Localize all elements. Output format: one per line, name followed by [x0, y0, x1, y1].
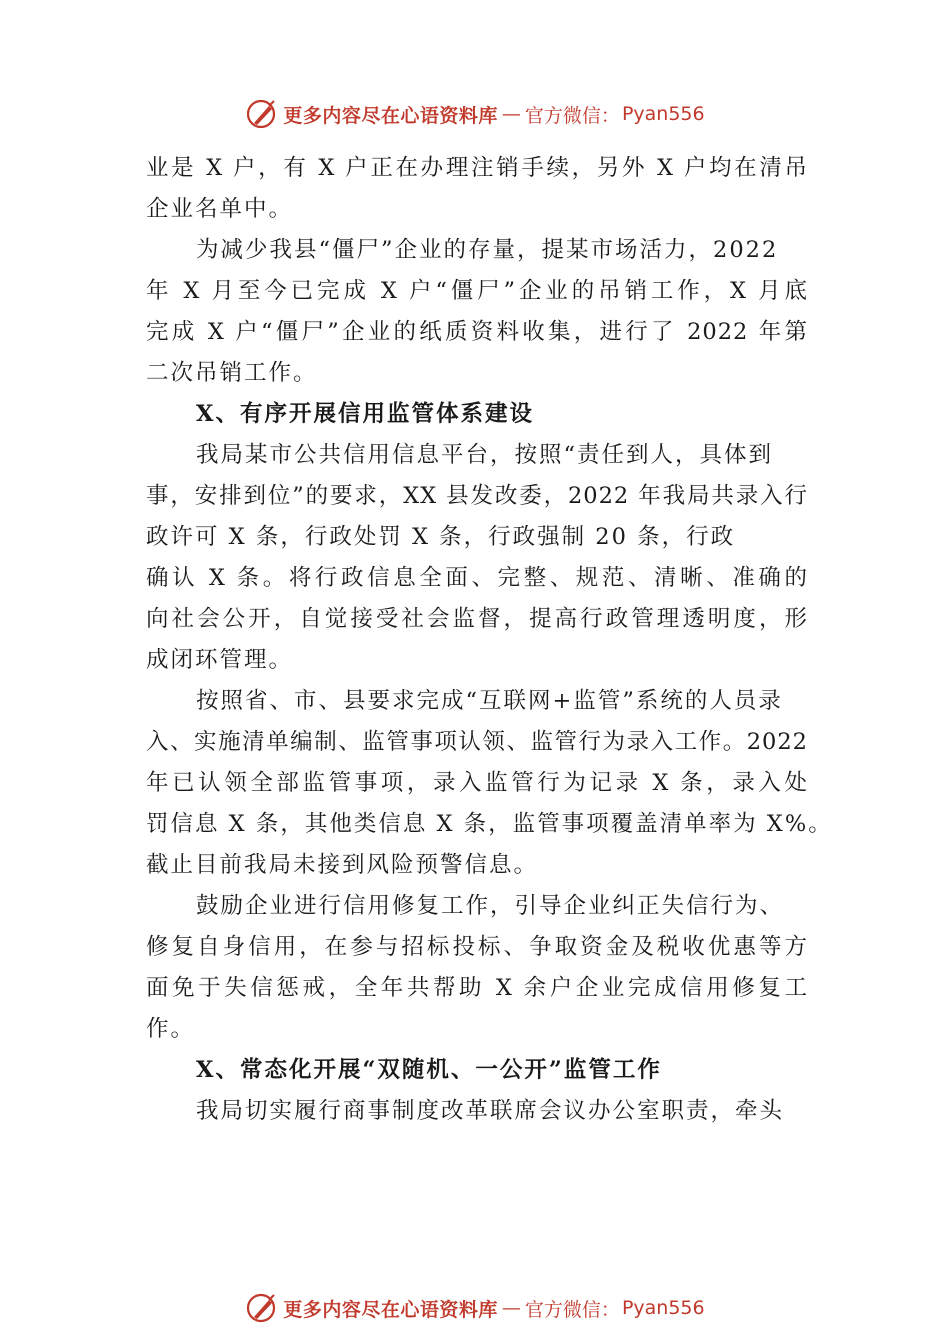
- body-line: 罚信息 X 条，其他类信息 X 条，监管事项覆盖清单率为 X%。: [146, 811, 833, 837]
- body-line: 事，安排到位”的要求，XX 县发改委，2022 年我局共录入行: [146, 483, 808, 509]
- body-line: 政许可 X 条，行政处罚 X 条，行政强制 20 条，行政: [146, 524, 736, 550]
- body-line: 完成 X 户“僵尸”企业的纸质资料收集，进行了 2022 年第: [146, 319, 808, 345]
- footer-watermark: [0, 1288, 950, 1328]
- body-line: 鼓励企业进行信用修复工作，引导企业纠正失信行为、: [196, 893, 785, 919]
- watermark-separator: —: [501, 103, 521, 125]
- body-line: 年 X 月至今已完成 X 户“僵尸”企业的吊销工作，X 月底: [146, 278, 808, 304]
- document-body: [146, 148, 833, 1132]
- body-line: 为减少我县“僵尸”企业的存量，提某市场活力，2022: [196, 237, 779, 263]
- header-watermark: [0, 94, 950, 134]
- body-line: 成闭环管理。: [146, 647, 294, 673]
- body-line: 企业名单中。: [146, 196, 294, 222]
- watermark-label: 官方微信：: [524, 1298, 620, 1321]
- body-line: 确认 X 条。将行政信息全面、完整、规范、清晰、准确的: [146, 565, 808, 591]
- body-line: 入、实施清单编制、监管事项认领、监管行为录入工作。2022: [146, 729, 808, 755]
- body-line: 年已认领全部监管事项，录入监管行为记录 X 条，录入处: [146, 770, 808, 796]
- watermark-separator: —: [501, 1297, 521, 1319]
- body-line: 向社会公开，自觉接受社会监督，提高行政管理透明度，形: [146, 606, 808, 632]
- body-line: 面免于失信惩戒，全年共帮助 X 余户企业完成信用修复工: [146, 975, 808, 1001]
- body-line: 二次吊销工作。: [146, 360, 318, 386]
- section-heading: X、常态化开展“双随机、一公开”监管工作: [196, 1057, 662, 1083]
- body-line: 业是 X 户，有 X 户正在办理注销手续，另外 X 户均在清吊: [146, 155, 808, 181]
- body-line: 截止目前我局未接到风险预警信息。: [146, 852, 539, 878]
- section-heading: X、有序开展信用监管体系建设: [196, 401, 534, 427]
- watermark-id: Pyan556: [621, 1297, 705, 1319]
- body-line: 我局切实履行商事制度改革联席会议办公室职责，牵头: [196, 1098, 785, 1124]
- watermark-main-text: 更多内容尽在心语资料库: [283, 1298, 498, 1321]
- pen-logo-icon: [245, 1291, 279, 1325]
- watermark-id: Pyan556: [621, 103, 705, 125]
- body-line: 作。: [146, 1016, 196, 1042]
- body-line: 我局某市公共信用信息平台，按照“责任到人，具体到: [196, 442, 774, 468]
- watermark-label: 官方微信：: [524, 104, 620, 127]
- pen-logo-icon: [245, 97, 279, 131]
- body-line: 修复自身信用，在参与招标投标、争取资金及税收优惠等方: [146, 934, 808, 960]
- body-line: 按照省、市、县要求完成“互联网+监管”系统的人员录: [196, 688, 783, 714]
- watermark-main-text: 更多内容尽在心语资料库: [283, 104, 498, 127]
